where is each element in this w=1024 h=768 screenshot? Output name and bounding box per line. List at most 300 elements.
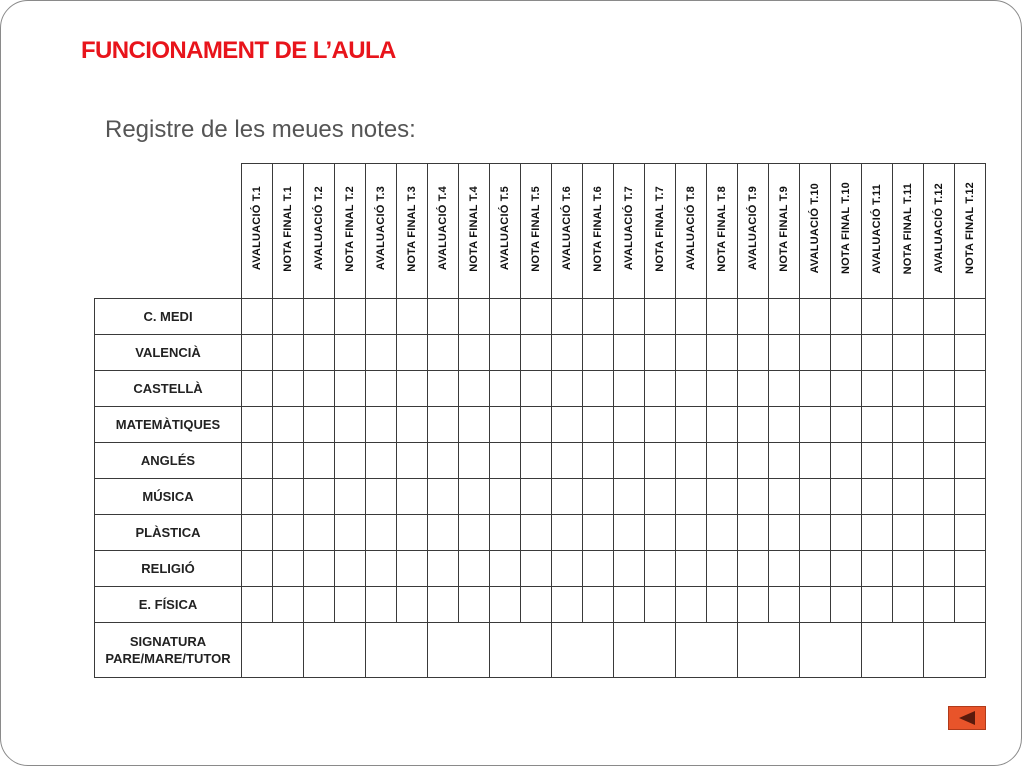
grade-cell[interactable]: [769, 335, 800, 371]
column-header: [242, 164, 273, 299]
grade-cell[interactable]: [428, 551, 459, 587]
grade-cell[interactable]: [366, 515, 397, 551]
column-header-label: NOTA FINAL T.11: [902, 182, 914, 275]
grade-cell[interactable]: [707, 515, 738, 551]
column-header-label: NOTA FINAL T.4: [468, 185, 480, 272]
grade-cell[interactable]: [955, 443, 986, 479]
column-header: [521, 164, 552, 299]
grade-cell[interactable]: [583, 587, 614, 623]
grade-cell[interactable]: [955, 479, 986, 515]
grade-cell[interactable]: [614, 299, 645, 335]
grade-cell[interactable]: [645, 371, 676, 407]
grade-cell[interactable]: [738, 551, 769, 587]
grade-cell[interactable]: [304, 335, 335, 371]
grade-cell[interactable]: [490, 443, 521, 479]
signature-cell[interactable]: [366, 623, 428, 678]
grade-cell[interactable]: [242, 515, 273, 551]
grade-cell[interactable]: [645, 299, 676, 335]
subject-label: MÚSICA: [95, 479, 242, 515]
grade-cell[interactable]: [428, 479, 459, 515]
grade-cell[interactable]: [738, 407, 769, 443]
grade-cell[interactable]: [366, 407, 397, 443]
grade-cell[interactable]: [397, 551, 428, 587]
grade-cell[interactable]: [893, 443, 924, 479]
column-header-label: AVALUACIÓ T.3: [375, 186, 387, 271]
grade-cell[interactable]: [800, 551, 831, 587]
grade-cell[interactable]: [242, 479, 273, 515]
grade-cell[interactable]: [304, 443, 335, 479]
grade-cell[interactable]: [924, 299, 955, 335]
table-corner: [95, 164, 242, 299]
grade-cell[interactable]: [862, 587, 893, 623]
grade-cell[interactable]: [831, 551, 862, 587]
subject-label: C. MEDI: [95, 299, 242, 335]
grade-cell[interactable]: [955, 335, 986, 371]
grade-cell[interactable]: [335, 587, 366, 623]
table-row: [95, 335, 986, 371]
grade-cell[interactable]: [552, 443, 583, 479]
grade-cell[interactable]: [738, 587, 769, 623]
grade-cell[interactable]: [552, 371, 583, 407]
grade-cell[interactable]: [645, 443, 676, 479]
grade-cell[interactable]: [831, 479, 862, 515]
grade-cell[interactable]: [583, 551, 614, 587]
grade-cell[interactable]: [738, 299, 769, 335]
grade-cell[interactable]: [769, 515, 800, 551]
grade-cell[interactable]: [366, 551, 397, 587]
grade-cell[interactable]: [490, 371, 521, 407]
grade-cell[interactable]: [676, 587, 707, 623]
column-header: [552, 164, 583, 299]
column-header-label: NOTA FINAL T.10: [840, 182, 852, 275]
grade-cell[interactable]: [521, 551, 552, 587]
grade-cell[interactable]: [304, 371, 335, 407]
grade-cell[interactable]: [614, 479, 645, 515]
column-header-label: NOTA FINAL T.5: [530, 185, 542, 272]
grade-cell[interactable]: [800, 587, 831, 623]
grade-cell[interactable]: [304, 515, 335, 551]
grade-cell[interactable]: [769, 443, 800, 479]
grade-cell[interactable]: [397, 443, 428, 479]
grade-cell[interactable]: [521, 371, 552, 407]
grade-cell[interactable]: [831, 443, 862, 479]
grade-cell[interactable]: [552, 299, 583, 335]
grade-cell[interactable]: [614, 443, 645, 479]
column-header-label: AVALUACIÓ T.2: [313, 186, 325, 271]
grade-cell[interactable]: [800, 443, 831, 479]
grade-cell[interactable]: [645, 407, 676, 443]
grade-cell[interactable]: [583, 515, 614, 551]
column-header-label: AVALUACIÓ T.10: [809, 183, 821, 274]
grade-cell[interactable]: [490, 515, 521, 551]
grade-cell[interactable]: [614, 587, 645, 623]
grade-cell[interactable]: [273, 551, 304, 587]
grade-cell[interactable]: [242, 551, 273, 587]
grade-cell[interactable]: [366, 299, 397, 335]
grade-cell[interactable]: [769, 479, 800, 515]
signature-cell[interactable]: [924, 623, 986, 678]
grade-cell[interactable]: [645, 515, 676, 551]
grade-cell[interactable]: [459, 479, 490, 515]
grade-cell[interactable]: [490, 407, 521, 443]
column-header-label: NOTA FINAL T.9: [778, 185, 790, 272]
grade-cell[interactable]: [521, 479, 552, 515]
column-header-label: AVALUACIÓ T.1: [251, 186, 263, 271]
grade-cell[interactable]: [583, 335, 614, 371]
column-header: [893, 164, 924, 299]
grade-cell[interactable]: [893, 335, 924, 371]
grade-cell[interactable]: [428, 515, 459, 551]
grade-cell[interactable]: [366, 371, 397, 407]
column-header: [614, 164, 645, 299]
grade-cell[interactable]: [459, 515, 490, 551]
subject-label: ANGLÉS: [95, 443, 242, 479]
table-row: [95, 407, 986, 443]
grade-cell[interactable]: [366, 335, 397, 371]
grade-cell[interactable]: [707, 587, 738, 623]
grade-cell[interactable]: [242, 587, 273, 623]
grade-cell[interactable]: [521, 443, 552, 479]
grade-cell[interactable]: [552, 407, 583, 443]
grade-cell[interactable]: [428, 371, 459, 407]
grade-cell[interactable]: [862, 551, 893, 587]
column-header-label: NOTA FINAL T.3: [406, 185, 418, 272]
signature-cell[interactable]: [242, 623, 304, 678]
grade-cell[interactable]: [676, 443, 707, 479]
grade-cell[interactable]: [738, 335, 769, 371]
grade-cell[interactable]: [273, 515, 304, 551]
signature-cell[interactable]: [614, 623, 676, 678]
grade-cell[interactable]: [490, 479, 521, 515]
grade-cell[interactable]: [583, 371, 614, 407]
grade-cell[interactable]: [955, 551, 986, 587]
grade-cell[interactable]: [676, 407, 707, 443]
grade-cell[interactable]: [614, 551, 645, 587]
grade-cell[interactable]: [335, 479, 366, 515]
grade-cell[interactable]: [242, 407, 273, 443]
column-header: [645, 164, 676, 299]
column-header: [676, 164, 707, 299]
column-header-label: NOTA FINAL T.7: [654, 185, 666, 272]
signature-cell[interactable]: [676, 623, 738, 678]
grade-cell[interactable]: [831, 407, 862, 443]
column-header-label: NOTA FINAL T.6: [592, 185, 604, 272]
grade-cell[interactable]: [552, 515, 583, 551]
slide-title: FUNCIONAMENT DE L’AULA: [81, 37, 396, 64]
grade-cell[interactable]: [676, 479, 707, 515]
grade-cell[interactable]: [273, 371, 304, 407]
grade-cell[interactable]: [335, 443, 366, 479]
grade-cell[interactable]: [707, 443, 738, 479]
grade-cell[interactable]: [428, 443, 459, 479]
grade-cell[interactable]: [831, 515, 862, 551]
table-row: [95, 515, 986, 551]
grade-cell[interactable]: [738, 371, 769, 407]
grade-cell[interactable]: [893, 587, 924, 623]
grade-cell[interactable]: [800, 299, 831, 335]
subject-label: CASTELLÀ: [95, 371, 242, 407]
grade-cell[interactable]: [738, 515, 769, 551]
table-row: [95, 299, 986, 335]
table-row: [95, 479, 986, 515]
grade-cell[interactable]: [893, 551, 924, 587]
grade-cell[interactable]: [645, 479, 676, 515]
grade-cell[interactable]: [521, 335, 552, 371]
grade-cell[interactable]: [490, 587, 521, 623]
grade-cell[interactable]: [552, 479, 583, 515]
grade-cell[interactable]: [614, 407, 645, 443]
grade-cell[interactable]: [676, 371, 707, 407]
header-row: [95, 164, 986, 299]
grade-cell[interactable]: [490, 551, 521, 587]
grade-cell[interactable]: [552, 587, 583, 623]
grade-cell[interactable]: [862, 443, 893, 479]
grade-cell[interactable]: [800, 407, 831, 443]
grade-cell[interactable]: [273, 587, 304, 623]
grade-cell[interactable]: [738, 479, 769, 515]
column-header-label: NOTA FINAL T.8: [716, 185, 728, 272]
column-header-label: AVALUACIÓ T.12: [933, 183, 945, 274]
grade-cell[interactable]: [862, 371, 893, 407]
grade-cell[interactable]: [769, 551, 800, 587]
grade-cell[interactable]: [924, 443, 955, 479]
grade-cell[interactable]: [645, 587, 676, 623]
grade-cell[interactable]: [955, 299, 986, 335]
grade-cell[interactable]: [707, 551, 738, 587]
column-header-label: AVALUACIÓ T.11: [871, 183, 883, 274]
grade-cell[interactable]: [335, 371, 366, 407]
grade-cell[interactable]: [459, 299, 490, 335]
grade-cell[interactable]: [893, 299, 924, 335]
grade-cell[interactable]: [242, 335, 273, 371]
signature-cell[interactable]: [552, 623, 614, 678]
grade-cell[interactable]: [955, 515, 986, 551]
column-header: [862, 164, 893, 299]
column-header: [366, 164, 397, 299]
grades-table: [94, 163, 986, 678]
grade-cell[interactable]: [459, 371, 490, 407]
grade-cell[interactable]: [955, 371, 986, 407]
grade-cell[interactable]: [676, 299, 707, 335]
column-header-label: AVALUACIÓ T.9: [747, 186, 759, 271]
grade-cell[interactable]: [583, 443, 614, 479]
table-row: [95, 587, 986, 623]
column-header: [428, 164, 459, 299]
grade-cell[interactable]: [521, 299, 552, 335]
column-header: [304, 164, 335, 299]
column-header-label: AVALUACIÓ T.7: [623, 186, 635, 271]
grade-cell[interactable]: [707, 371, 738, 407]
grade-cell[interactable]: [893, 371, 924, 407]
subject-label: PLÀSTICA: [95, 515, 242, 551]
grade-cell[interactable]: [459, 407, 490, 443]
grade-cell[interactable]: [459, 443, 490, 479]
column-header: [800, 164, 831, 299]
column-header: [273, 164, 304, 299]
grade-cell[interactable]: [769, 299, 800, 335]
grade-cell[interactable]: [335, 551, 366, 587]
signature-label-line2: PARE/MARE/TUTOR: [105, 651, 231, 666]
grade-cell[interactable]: [428, 299, 459, 335]
column-header-label: NOTA FINAL T.2: [344, 185, 356, 272]
signature-cell[interactable]: [738, 623, 800, 678]
grade-cell[interactable]: [676, 515, 707, 551]
column-header: [924, 164, 955, 299]
grade-cell[interactable]: [924, 479, 955, 515]
grade-cell[interactable]: [924, 371, 955, 407]
grade-cell[interactable]: [335, 299, 366, 335]
grade-cell[interactable]: [645, 551, 676, 587]
grade-cell[interactable]: [893, 515, 924, 551]
grade-cell[interactable]: [459, 551, 490, 587]
signature-cell[interactable]: [428, 623, 490, 678]
subject-label: E. FÍSICA: [95, 587, 242, 623]
grade-cell[interactable]: [459, 335, 490, 371]
grade-cell[interactable]: [955, 587, 986, 623]
grade-cell[interactable]: [707, 335, 738, 371]
grade-cell[interactable]: [800, 479, 831, 515]
grade-cell[interactable]: [862, 407, 893, 443]
grade-cell[interactable]: [428, 407, 459, 443]
grade-cell[interactable]: [583, 299, 614, 335]
grade-cell[interactable]: [707, 299, 738, 335]
grade-cell[interactable]: [924, 551, 955, 587]
grade-cell[interactable]: [645, 335, 676, 371]
grade-cell[interactable]: [242, 371, 273, 407]
grade-cell[interactable]: [676, 335, 707, 371]
grade-cell[interactable]: [924, 587, 955, 623]
grade-cell[interactable]: [862, 515, 893, 551]
grade-cell[interactable]: [397, 515, 428, 551]
grade-cell[interactable]: [335, 515, 366, 551]
column-header: [955, 164, 986, 299]
column-header: [583, 164, 614, 299]
subject-label: MATEMÀTIQUES: [95, 407, 242, 443]
grade-cell[interactable]: [893, 407, 924, 443]
column-header: [490, 164, 521, 299]
grade-cell[interactable]: [862, 335, 893, 371]
grade-cell[interactable]: [521, 407, 552, 443]
signature-row: [95, 623, 986, 678]
grade-cell[interactable]: [397, 407, 428, 443]
grade-cell[interactable]: [583, 479, 614, 515]
grade-cell[interactable]: [924, 335, 955, 371]
grade-cell[interactable]: [831, 299, 862, 335]
signature-label: [95, 623, 242, 678]
grade-cell[interactable]: [893, 479, 924, 515]
grade-cell[interactable]: [397, 479, 428, 515]
grade-cell[interactable]: [335, 335, 366, 371]
grade-cell[interactable]: [924, 407, 955, 443]
subject-label: RELIGIÓ: [95, 551, 242, 587]
grade-cell[interactable]: [304, 551, 335, 587]
grade-cell[interactable]: [490, 335, 521, 371]
grade-cell[interactable]: [800, 335, 831, 371]
column-header-label: AVALUACIÓ T.4: [437, 186, 449, 271]
grade-cell[interactable]: [769, 587, 800, 623]
grade-cell[interactable]: [769, 407, 800, 443]
grade-cell[interactable]: [800, 515, 831, 551]
grade-cell[interactable]: [273, 407, 304, 443]
grade-cell[interactable]: [335, 407, 366, 443]
signature-cell[interactable]: [304, 623, 366, 678]
column-header: [335, 164, 366, 299]
column-header-label: AVALUACIÓ T.5: [499, 186, 511, 271]
grade-cell[interactable]: [521, 587, 552, 623]
grade-cell[interactable]: [955, 407, 986, 443]
grade-cell[interactable]: [242, 299, 273, 335]
grade-cell[interactable]: [490, 299, 521, 335]
column-header: [707, 164, 738, 299]
grade-cell[interactable]: [862, 299, 893, 335]
grade-cell[interactable]: [459, 587, 490, 623]
grade-cell[interactable]: [273, 479, 304, 515]
column-header: [738, 164, 769, 299]
back-button[interactable]: [948, 706, 986, 730]
grade-cell[interactable]: [304, 407, 335, 443]
signature-cell[interactable]: [490, 623, 552, 678]
grade-cell[interactable]: [800, 371, 831, 407]
grade-cell[interactable]: [552, 335, 583, 371]
grade-cell[interactable]: [304, 299, 335, 335]
grade-cell[interactable]: [304, 479, 335, 515]
table-row: [95, 551, 986, 587]
grade-cell[interactable]: [273, 299, 304, 335]
grade-cell[interactable]: [614, 515, 645, 551]
grade-cell[interactable]: [614, 335, 645, 371]
column-header-label: NOTA FINAL T.1: [282, 185, 294, 272]
grade-cell[interactable]: [366, 479, 397, 515]
grade-cell[interactable]: [552, 551, 583, 587]
column-header: [831, 164, 862, 299]
grade-cell[interactable]: [707, 407, 738, 443]
grade-cell[interactable]: [397, 371, 428, 407]
grade-cell[interactable]: [397, 335, 428, 371]
signature-cell[interactable]: [800, 623, 862, 678]
column-header: [459, 164, 490, 299]
grade-cell[interactable]: [676, 551, 707, 587]
grade-cell[interactable]: [397, 299, 428, 335]
grade-cell[interactable]: [831, 371, 862, 407]
grade-cell[interactable]: [366, 587, 397, 623]
slide-subtitle: Registre de les meues notes:: [105, 116, 416, 143]
grade-cell[interactable]: [707, 479, 738, 515]
column-header-label: AVALUACIÓ T.8: [685, 186, 697, 271]
grade-cell[interactable]: [924, 515, 955, 551]
column-header-label: AVALUACIÓ T.6: [561, 186, 573, 271]
left-arrow-icon: [959, 711, 975, 725]
grade-cell[interactable]: [738, 443, 769, 479]
grade-cell[interactable]: [862, 479, 893, 515]
grade-cell[interactable]: [242, 443, 273, 479]
grade-cell[interactable]: [583, 407, 614, 443]
grade-cell[interactable]: [521, 515, 552, 551]
grade-cell[interactable]: [397, 587, 428, 623]
grade-cell[interactable]: [428, 335, 459, 371]
signature-label-line1: SIGNATURA: [129, 634, 207, 649]
signature-cell[interactable]: [862, 623, 924, 678]
grade-cell[interactable]: [831, 587, 862, 623]
grade-cell[interactable]: [304, 587, 335, 623]
grade-cell[interactable]: [273, 335, 304, 371]
grade-cell[interactable]: [273, 443, 304, 479]
subject-label: VALENCIÀ: [95, 335, 242, 371]
grade-cell[interactable]: [769, 371, 800, 407]
grade-cell[interactable]: [614, 371, 645, 407]
grade-cell[interactable]: [831, 335, 862, 371]
grade-cell[interactable]: [428, 587, 459, 623]
grade-cell[interactable]: [366, 443, 397, 479]
